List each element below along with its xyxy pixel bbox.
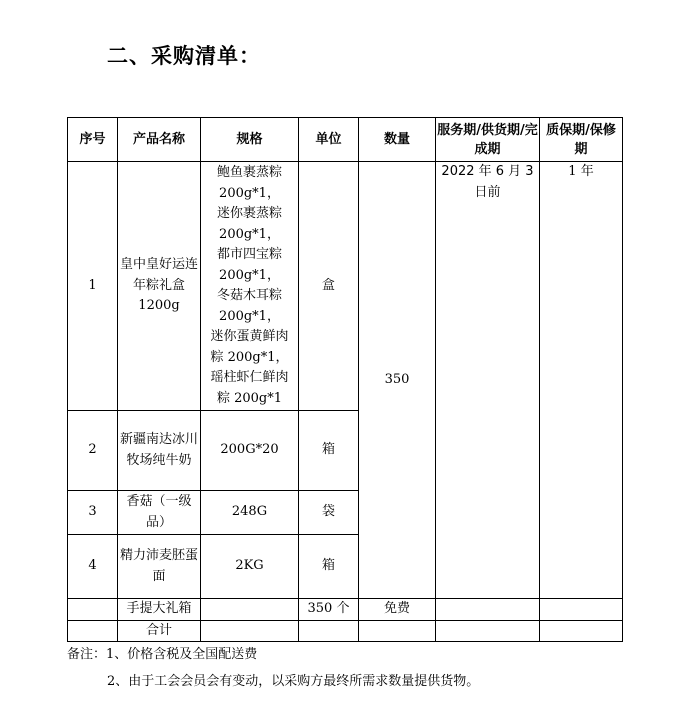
spec-line: 200g*1， (219, 226, 280, 242)
spec-line: 200g*1， (219, 308, 280, 324)
total-spec (201, 620, 299, 642)
header-unit: 单位 (299, 118, 359, 162)
total-label: 合计 (118, 620, 201, 642)
gift-warranty (540, 599, 623, 621)
spec-line: 冬菇木耳粽 (216, 288, 282, 303)
row-spec: 2KG (201, 535, 299, 599)
spec-line: 迷你蛋黄鲜肉 (210, 329, 289, 344)
spec-line: 瑶柱虾仁鲜肉 (210, 370, 289, 385)
row-seq: 1 (68, 162, 118, 411)
total-service (436, 620, 540, 642)
header-spec: 规格 (201, 118, 299, 162)
header-seq: 序号 (68, 118, 118, 162)
row-spec (201, 162, 299, 411)
section-title: 二、采购清单： (107, 44, 261, 68)
spec-line: 粽 200g*1 (216, 390, 283, 406)
gift-unit: 350 个 (299, 599, 359, 621)
spec-line: 都市四宝粽 (216, 247, 282, 262)
header-name: 产品名称 (118, 118, 201, 162)
note-2: 2、由于工会会员会有变动，以采购方最终所需求数量提供货物。 (107, 674, 480, 689)
service-period-cell: 2022 年 6 月 3 日前 (436, 162, 540, 599)
header-service: 服务期/供货期/完成期 (436, 118, 540, 162)
header-qty: 数量 (359, 118, 436, 162)
spec-line: 迷你裹蒸粽 (216, 206, 282, 221)
row-unit: 箱 (299, 411, 359, 491)
total-qty (359, 620, 436, 642)
table-row (68, 162, 623, 411)
row-unit: 箱 (299, 535, 359, 599)
total-row (68, 620, 623, 642)
spec-line: 鲍鱼裹蒸粽 (216, 165, 282, 180)
gift-seq (68, 599, 118, 621)
procurement-table (67, 117, 623, 642)
note-1: 备注：1、价格含税及全国配送费 (67, 647, 258, 662)
total-warranty (540, 620, 623, 642)
total-seq (68, 620, 118, 642)
row-spec: 248G (201, 491, 299, 535)
warranty-cell: 1 年 (540, 162, 623, 599)
row-unit: 袋 (299, 491, 359, 535)
row-name: 香菇（一级品） (118, 491, 201, 535)
total-unit (299, 620, 359, 642)
row-seq: 4 (68, 535, 118, 599)
row-spec: 200G*20 (201, 411, 299, 491)
row-name: 新疆南达冰川牧场纯牛奶 (118, 411, 201, 491)
gift-service (436, 599, 540, 621)
spec-line: 粽 200g*1， (210, 349, 289, 365)
row-name: 皇中皇好运连年粽礼盒1200g (118, 162, 201, 411)
quantity-cell: 350 (359, 162, 436, 599)
spec-lines (201, 163, 298, 409)
gift-spec (201, 599, 299, 621)
row-name: 精力沛麦胚蛋面 (118, 535, 201, 599)
header-warranty: 质保期/保修期 (540, 118, 623, 162)
gift-name: 手提大礼箱 (118, 599, 201, 621)
row-seq: 2 (68, 411, 118, 491)
gift-qty: 免费 (359, 599, 436, 621)
spec-line: 200g*1， (219, 185, 280, 201)
row-seq: 3 (68, 491, 118, 535)
spec-line: 200g*1， (219, 267, 280, 283)
gift-row (68, 599, 623, 621)
header-row (68, 118, 623, 162)
row-unit: 盒 (299, 162, 359, 411)
